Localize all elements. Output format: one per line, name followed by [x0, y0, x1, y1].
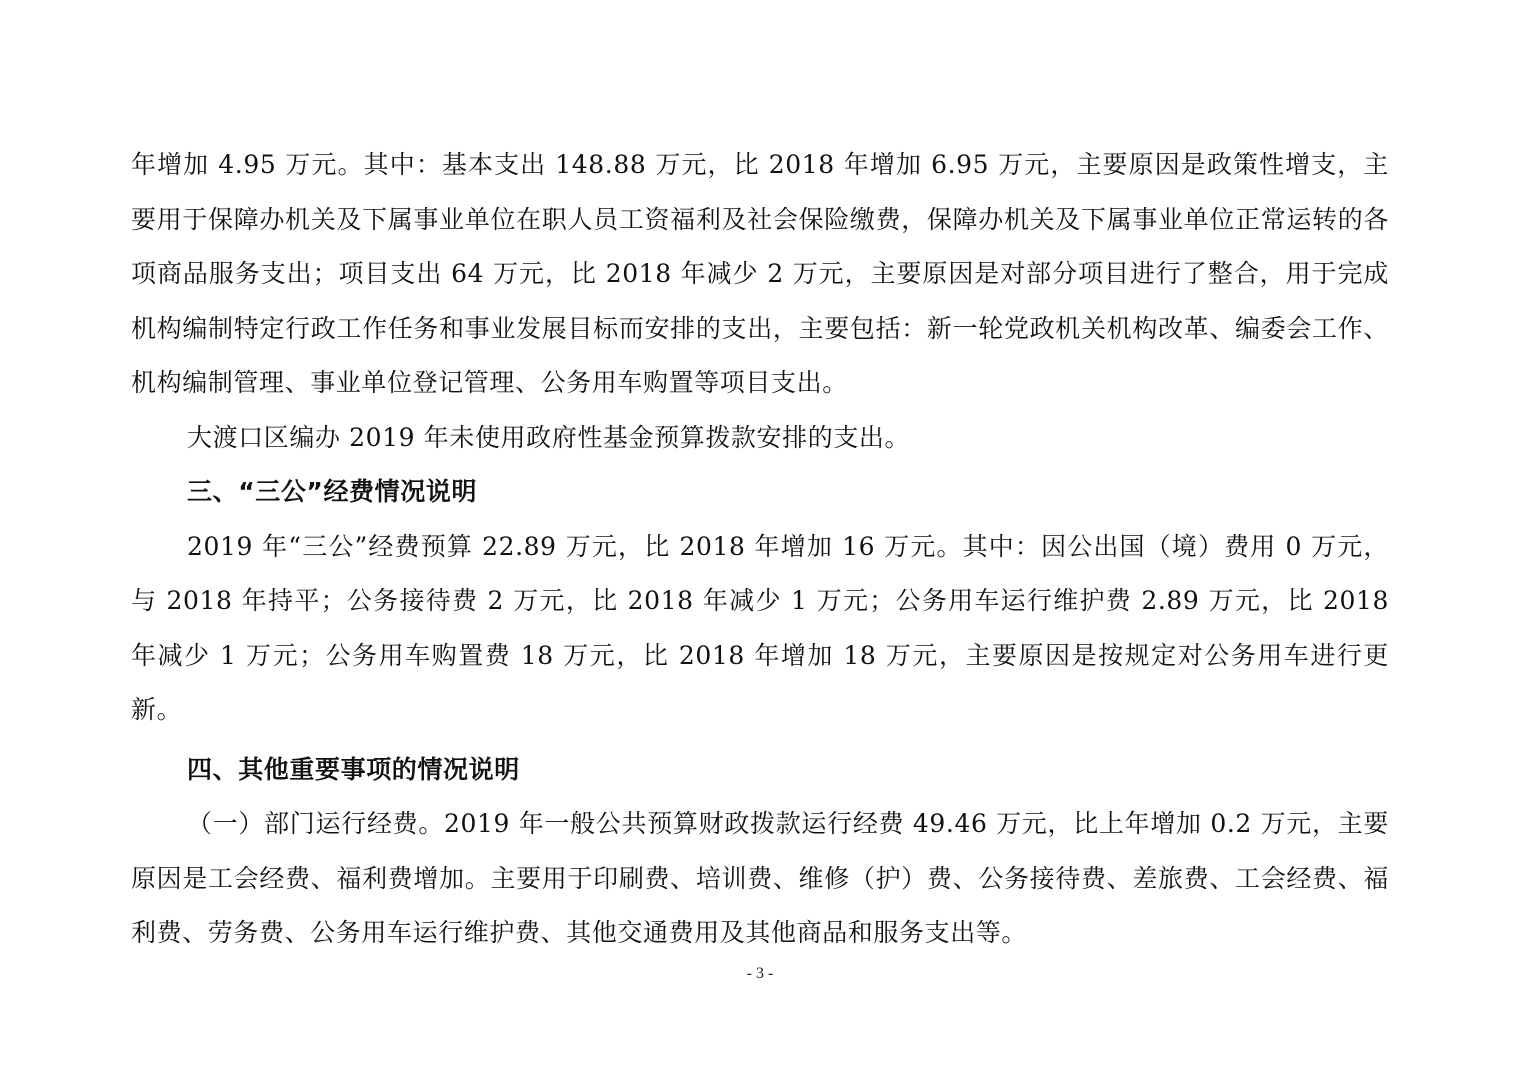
page-number: - 3 - — [746, 965, 774, 982]
paragraph-basic-expenditure: 年增加 4.95 万元。其中：基本支出 148.88 万元，比 2018 年增加 6.95 万元，主要原因是政策性增支，主要用于保障办机关及下属事业单位在职人员工资福利及社会保险缴费，保障办机关及下属事业单位正常运转的各项商品服务支出；项目支出 64 万元，比 2018 年减少 2 万元，主要原因是对部分项目进行了整合，用于完成机构编制特定行政工作任务和事业发展目标而安排的支出，主要包括：新一轮党政机关机构改革、编委会工作、机构编制管理、事业单位登记管理、公务用车购置等项目支出。 — [131, 150, 1389, 397]
section-heading-other-important-matters: 四、其他重要事项的情况说明 — [187, 754, 520, 784]
paragraph-three-public-expenses: 2019 年“三公”经费预算 22.89 万元，比 2018 年增加 16 万元。其中：因公出国（境）费用 0 万元，与 2018 年持平；公务接待费 2 万元，比 2018 年减少 1 万元；公务用车运行维护费 2.89 万元，比 2018 年减少 1 万元；公务用车购置费 18 万元，比 2018 年增加 18 万元，主要原因是按规定对公务用车进行更新。 — [131, 531, 1389, 724]
section-heading-three-public-expenses: 三、“三公”经费情况说明 — [187, 477, 478, 506]
paragraph-department-operating-expenses: （一）部门运行经费。2019 年一般公共预算财政拨款运行经费 49.46 万元，比上年增加 0.2 万元，主要原因是工会经费、福利费增加。主要用于印刷费、培训费、维修（护）费、公务接待费、差旅费、工会经费、福利费、劳务费、公务用车运行维护费、其他交通费用及其他商品和服务支出等。 — [131, 809, 1389, 947]
paragraph-government-fund: 大渡口区编办 2019 年未使用政府性基金预算拨款安排的支出。 — [187, 422, 911, 452]
document-body — [131, 138, 1389, 961]
